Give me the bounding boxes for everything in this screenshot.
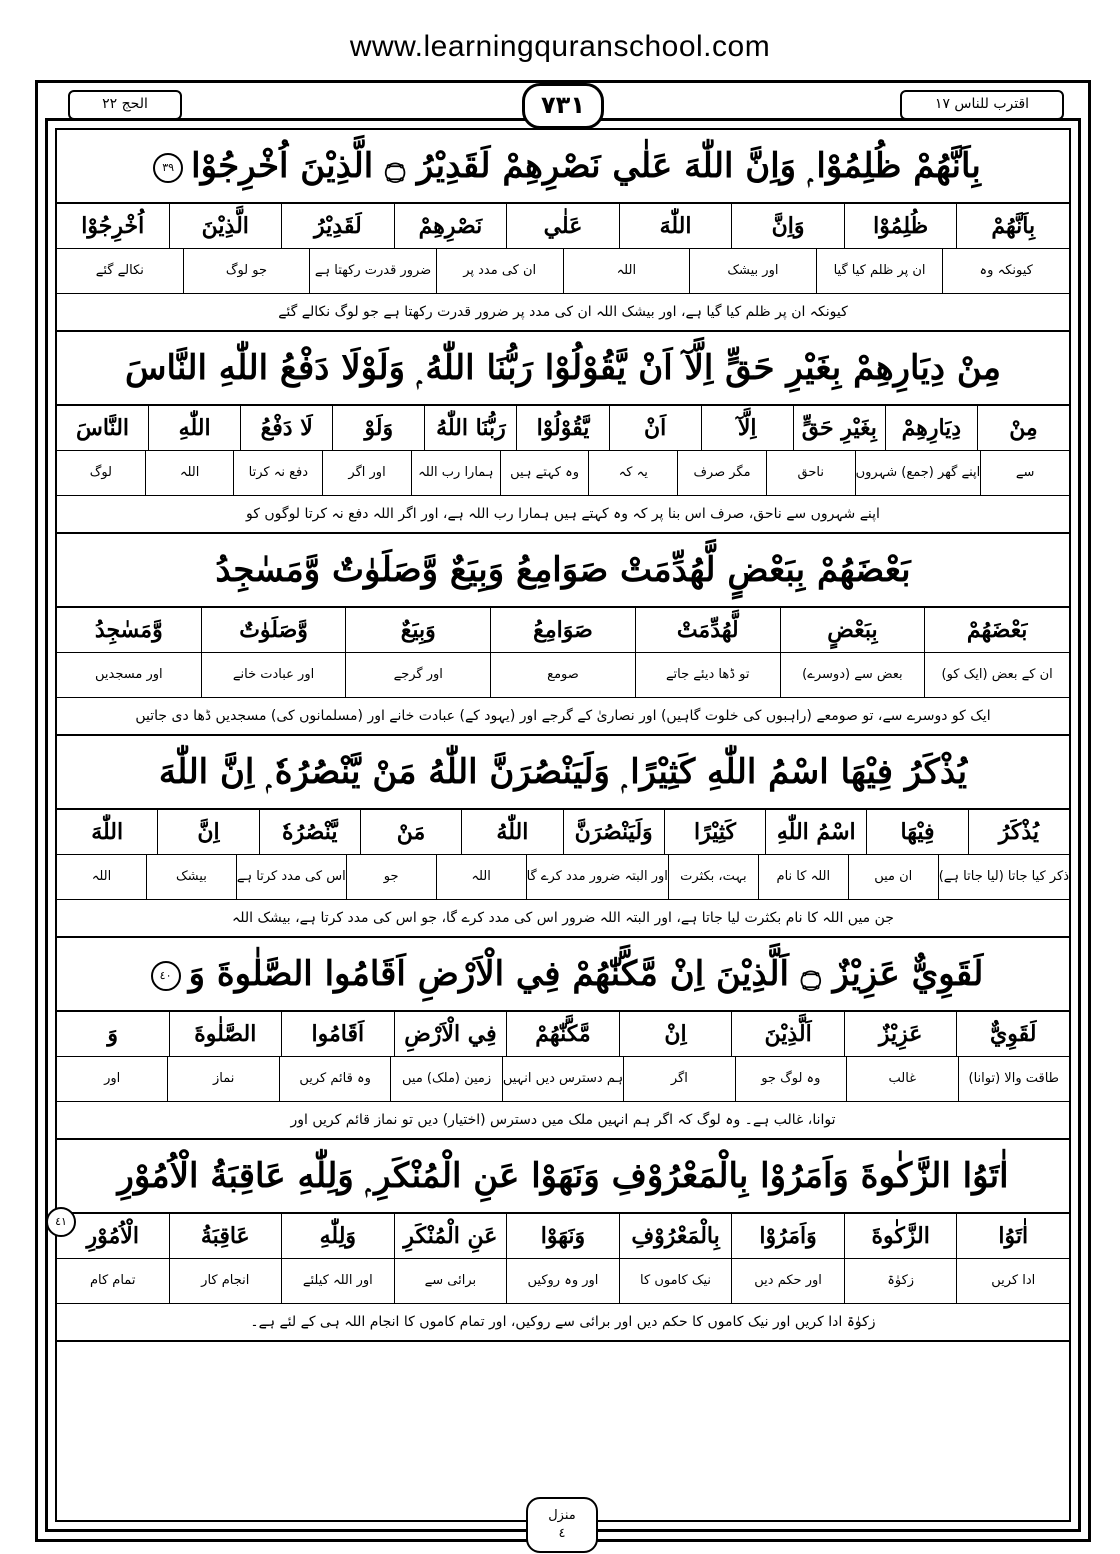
word-cell: وَلَيَنْصُرَنَّ: [563, 810, 664, 854]
ayah-text: بِاَنَّهُمْ ظُلِمُوْا ۭ وَاِنَّ اللّٰهَ عَلٰي نَصْرِهِمْ لَقَدِيْرُ ۝ الَّذِيْنَ اُخْرِجُوْا: [191, 146, 981, 186]
meaning-row: [57, 1057, 1069, 1102]
word-cell: مِنْ: [977, 406, 1069, 450]
word-cell: الزَّكٰوةَ: [844, 1214, 957, 1258]
meaning-cell: اپنے گھر (جمع) شہروں: [855, 451, 981, 495]
word-cell: لَقَوِيٌّ: [956, 1012, 1069, 1056]
word-row: [57, 1214, 1069, 1259]
meaning-cell: اور: [104, 1071, 121, 1086]
meaning-cell: یہ کہ: [588, 451, 677, 495]
word-cell: لَا دَفْعُ: [240, 406, 332, 450]
word-cell: اِنَّ: [157, 810, 258, 854]
word-cell: فِي الْاَرْضِ: [394, 1012, 507, 1056]
meaning-cell: وہ کہتے ہیں: [500, 451, 589, 495]
word-cell: بِالْمَعْرُوْفِ: [619, 1214, 732, 1258]
ayah-line: [57, 736, 1069, 810]
word-cell: وَلَوْ: [332, 406, 424, 450]
meaning-cell: اللہ: [145, 451, 234, 495]
meaning-cell: ان پر ظلم کیا گیا: [816, 249, 943, 293]
word-cell: وَبِيَعٌ: [345, 608, 490, 652]
manzil-number: ٤: [558, 1526, 566, 1541]
manzil-badge: [526, 1497, 598, 1553]
meaning-cell: تو ڈھا دیئے جاتے: [635, 653, 780, 697]
ayah-number-marker: ٤٠: [151, 961, 181, 991]
ayah-line: [57, 938, 1069, 1012]
meaning-cell: زکوٰۃ: [844, 1259, 957, 1303]
meaning-cell: اور اللہ کیلئے: [281, 1259, 394, 1303]
word-cell: صَوَامِعُ: [490, 608, 635, 652]
meaning-cell: نیک کاموں کا: [619, 1259, 732, 1303]
meaning-cell: تمام کام: [89, 1273, 136, 1288]
word-cell: اُخْرِجُوْا: [81, 213, 145, 239]
meaning-cell: ذکر کیا جاتا (لیا جاتا ہے): [938, 855, 1069, 899]
meaning-row: [57, 855, 1069, 900]
word-cell: بِغَيْرِ حَقٍّ: [793, 406, 885, 450]
word-row: [57, 204, 1069, 249]
meaning-cell: اللہ کا نام: [758, 855, 848, 899]
meaning-cell: اللہ: [563, 249, 690, 293]
word-cell: بِبَعْضٍ: [780, 608, 925, 652]
meaning-cell: اور عبادت خانے: [201, 653, 346, 697]
word-cell: اللّٰهَ: [91, 819, 124, 845]
meaning-cell: بیشک: [146, 855, 236, 899]
meaning-cell: اور البتہ ضرور مدد کرے گا: [526, 855, 668, 899]
word-cell: اٰتَوُا: [956, 1214, 1069, 1258]
ayah-text: يُذْكَرُ فِيْهَا اسْمُ اللّٰهِ كَثِيْرًا ۭ وَلَيَنْصُرَنَّ اللّٰهُ مَنْ يَّنْصُرُهٗ ۭ اِنَّ اللّٰهَ: [158, 752, 968, 792]
surah-label: الحج ٢٢: [68, 90, 182, 120]
ayah-line: [57, 130, 1069, 204]
meaning-cell: اس کی مدد کرتا ہے: [236, 855, 346, 899]
word-cell: اِنْ: [619, 1012, 732, 1056]
meaning-cell: ضرور قدرت رکھتا ہے: [309, 249, 436, 293]
meaning-cell: اگر: [623, 1057, 734, 1101]
meaning-cell: دفع نہ کرتا: [233, 451, 322, 495]
word-cell: الصَّلٰوةَ: [169, 1012, 282, 1056]
meaning-cell: اللہ: [91, 869, 112, 884]
word-cell: عَنِ الْمُنْكَرِ: [394, 1214, 507, 1258]
word-cell: وَنَهَوْا: [506, 1214, 619, 1258]
word-cell: عَلٰي: [506, 204, 619, 248]
meaning-cell: اور حکم دیں: [731, 1259, 844, 1303]
word-cell: وَّصَلَوٰتٌ: [201, 608, 346, 652]
translation-line: اپنے شہروں سے ناحق، صرف اس بنا پر کہ وہ کہتے ہیں ہمارا رب اللہ ہے، اور اگر اللہ دفع نہ کرتا لوگوں کو: [57, 496, 1069, 534]
meaning-cell: نماز: [167, 1057, 278, 1101]
word-row: [57, 608, 1069, 653]
page-ayah-marker: ٤١: [46, 1207, 76, 1237]
meaning-cell: اور گرجے: [345, 653, 490, 697]
meaning-cell: انجام کار: [169, 1259, 282, 1303]
word-row: [57, 810, 1069, 855]
word-cell: رَبُّنَا اللّٰهُ: [424, 406, 516, 450]
word-cell: نَصْرِهِمْ: [394, 204, 507, 248]
word-cell: فِيْهَا: [866, 810, 967, 854]
word-row: [57, 1012, 1069, 1057]
word-cell: اللّٰهِ: [148, 406, 240, 450]
ayah-text: لَقَوِيٌّ عَزِيْزٌ ۝ اَلَّذِيْنَ اِنْ مَّكَّنّٰهُمْ فِي الْاَرْضِ اَقَامُوا الصَّلٰوةَ وَ: [188, 954, 984, 994]
meaning-row: [57, 249, 1069, 294]
translation-line: ایک کو دوسرے سے، تو صومعے (راہبوں کی خلوت گاہیں) اور نصاریٰ کے گرجے اور (یہود کے) عبادت خانے اور (مسلمانوں کی) مسجدیں ڈھا دی جاتیں: [57, 698, 1069, 736]
meaning-cell: ناحق: [766, 451, 855, 495]
ayah-text: اٰتَوُا الزَّكٰوةَ وَاَمَرُوْا بِالْمَعْرُوْفِ وَنَهَوْا عَنِ الْمُنْكَرِ ۭ وَلِلّٰهِ عَاقِبَةُ الْاُمُوْرِ: [117, 1156, 1009, 1196]
word-cell: اللّٰهُ: [461, 810, 562, 854]
word-cell: دِيَارِهِمْ: [885, 406, 977, 450]
meaning-cell: اور وہ روکیں: [506, 1259, 619, 1303]
word-cell: وَّمَسٰجِدُ: [94, 617, 163, 643]
meaning-cell: جو لوگ: [183, 249, 310, 293]
meaning-cell: مگر صرف: [677, 451, 766, 495]
word-cell: بَعْضَهُمْ: [924, 608, 1069, 652]
word-cell: عَاقِبَةُ: [169, 1214, 282, 1258]
translation-line: توانا، غالب ہے۔ وہ لوگ کہ اگر ہم انہیں ملک میں دسترس (اختیار) دیں تو نماز قائم کریں اور: [57, 1102, 1069, 1140]
meaning-cell: ان کے بعض (ایک کو): [924, 653, 1069, 697]
meaning-cell: صومع: [490, 653, 635, 697]
word-cell: يَّنْصُرُهٗ: [259, 810, 360, 854]
ayah-text: مِنْ دِيَارِهِمْ بِغَيْرِ حَقٍّ اِلَّآ اَنْ يَّقُوْلُوْا رَبُّنَا اللّٰهُ ۭ وَلَوْلَا دَفْعُ اللّٰهِ النَّاسَ: [125, 348, 1001, 388]
meaning-cell: بعض سے (دوسرے): [780, 653, 925, 697]
word-cell: يُذْكَرُ: [968, 810, 1069, 854]
meaning-cell: ان میں: [848, 855, 938, 899]
translation-line: زکوٰۃ ادا کریں اور نیک کاموں کا حکم دیں اور برائی سے روکیں، اور تمام کاموں کا انجام اللہ ہی کے لئے ہے۔: [57, 1304, 1069, 1342]
word-cell: وَاِنَّ: [731, 204, 844, 248]
meaning-row: [57, 1259, 1069, 1304]
meaning-cell: ہم دسترس دیں انہیں: [502, 1057, 623, 1101]
word-cell: وَ: [107, 1021, 119, 1047]
translation-line: جن میں اللہ کا نام بکثرت لیا جاتا ہے، اور البتہ اللہ ضرور اس کی مدد کرے گا، جو اس کی مدد کرتا ہے، بیشک اللہ: [57, 900, 1069, 938]
meaning-cell: ان کی مدد پر: [436, 249, 563, 293]
word-cell: اَنْ: [609, 406, 701, 450]
word-cell: الَّذِيْنَ: [169, 204, 282, 248]
word-cell: النَّاسَ: [76, 415, 130, 441]
translation-line: کیونکہ ان پر ظلم کیا گیا ہے، اور بیشک اللہ ان کی مدد پر ضرور قدرت رکھتا ہے جو لوگ نکالے گئے: [57, 294, 1069, 332]
word-cell: بِاَنَّهُمْ: [956, 204, 1069, 248]
page-number: ٧٣١: [522, 83, 604, 129]
meaning-cell: زمین (ملک) میں: [390, 1057, 501, 1101]
meaning-cell: نکالے گئے: [95, 263, 144, 278]
word-row: [57, 406, 1069, 451]
meaning-cell: جو: [346, 855, 436, 899]
word-cell: اَقَامُوا: [281, 1012, 394, 1056]
meaning-cell: اور بیشک: [689, 249, 816, 293]
word-cell: لَقَدِيْرُ: [281, 204, 394, 248]
meaning-row: [57, 451, 1069, 496]
word-cell: مَنْ: [360, 810, 461, 854]
meaning-cell: وہ لوگ جو: [735, 1057, 846, 1101]
word-cell: عَزِيْزٌ: [844, 1012, 957, 1056]
manzil-label: منزل: [548, 1508, 576, 1523]
word-cell: اِلَّآ: [701, 406, 793, 450]
word-cell: يَّقُوْلُوْا: [516, 406, 608, 450]
word-cell: مَّكَّنّٰهُمْ: [506, 1012, 619, 1056]
meaning-cell: اور مسجدیں: [95, 667, 163, 682]
ayah-number-marker: ٣٩: [153, 153, 183, 183]
meaning-cell: اللہ: [436, 855, 526, 899]
meaning-cell: لوگ: [89, 465, 113, 480]
meaning-cell: طاقت والا (توانا): [958, 1057, 1069, 1101]
word-cell: اسْمُ اللّٰهِ: [765, 810, 866, 854]
meaning-cell: ہمارا رب اللہ: [411, 451, 500, 495]
juz-label: اقترب للناس ١٧: [900, 90, 1064, 120]
meaning-cell: وہ قائم کریں: [279, 1057, 390, 1101]
word-cell: وَلِلّٰهِ: [281, 1214, 394, 1258]
ayah-line: [57, 332, 1069, 406]
ayah-line: [57, 534, 1069, 608]
meaning-row: [57, 653, 1069, 698]
word-cell: اَلَّذِيْنَ: [731, 1012, 844, 1056]
meaning-cell: غالب: [846, 1057, 957, 1101]
content-table: [57, 130, 1069, 1342]
meaning-cell: برائی سے: [394, 1259, 507, 1303]
word-cell: كَثِيْرًا: [664, 810, 765, 854]
ayah-line: [57, 1140, 1069, 1214]
word-cell: وَاَمَرُوْا: [731, 1214, 844, 1258]
meaning-cell: کیونکہ وہ: [942, 249, 1069, 293]
meaning-cell: ادا کریں: [956, 1259, 1069, 1303]
word-cell: لَّهُدِّمَتْ: [635, 608, 780, 652]
ayah-text: بَعْضَهُمْ بِبَعْضٍ لَّهُدِّمَتْ صَوَامِعُ وَبِيَعٌ وَّصَلَوٰتٌ وَّمَسٰجِدُ: [215, 550, 911, 590]
meaning-cell: سے: [980, 451, 1069, 495]
meaning-cell: اور اگر: [322, 451, 411, 495]
word-cell: الْاُمُوْرِ: [86, 1223, 139, 1249]
word-cell: اللّٰهَ: [619, 204, 732, 248]
word-cell: ظُلِمُوْا: [844, 204, 957, 248]
meaning-cell: بہت، بکثرت: [668, 855, 758, 899]
site-url: www.learningquranschool.com: [349, 30, 771, 63]
